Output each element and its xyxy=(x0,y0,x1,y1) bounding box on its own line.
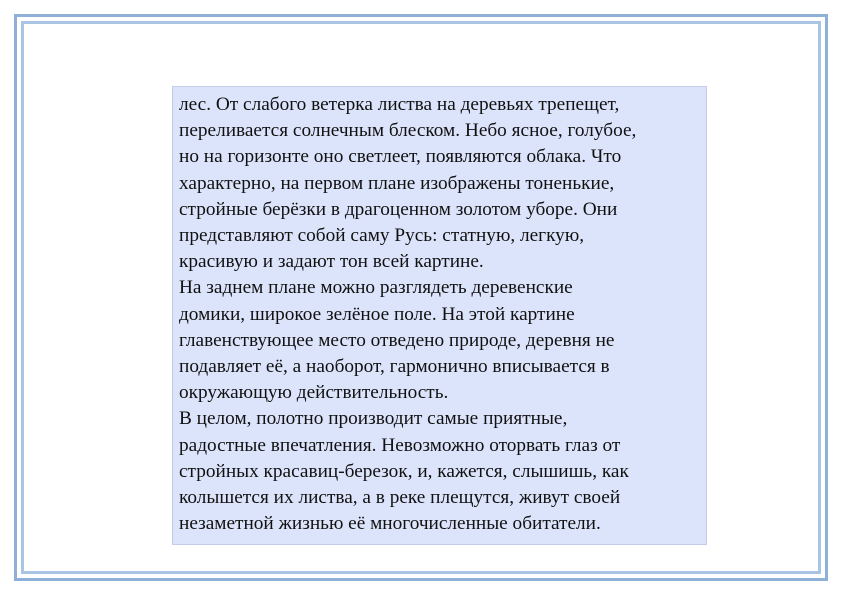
text-line: незаметной жизнью её многочисленные обитатели. xyxy=(179,513,601,535)
text-line: переливается солнечным блеском. Небо ясное, голубое, xyxy=(179,120,637,142)
text-line: лес. От слабого ветерка листва на деревьях трепещет, xyxy=(179,94,620,115)
text-line: главенствующее место отведено природе, деревня не xyxy=(179,329,615,351)
text-line: подавляет её, а наоборот, гармонично вписывается в xyxy=(179,356,610,378)
text-line: стройных красавиц-березок, и, кажется, слышишь, как xyxy=(179,460,629,482)
text-line: красивую и задают тон всей картине. xyxy=(179,251,484,273)
text-line: В целом, полотно производит самые приятные, xyxy=(179,408,568,430)
text-box xyxy=(172,86,707,545)
text-line: домики, широкое зелёное поле. На этой картине xyxy=(179,303,575,325)
text-line: характерно, на первом плане изображены тоненькие, xyxy=(179,172,615,194)
text-line: радостные впечатления. Невозможно оторвать глаз от xyxy=(179,434,621,456)
text-line: представляют собой саму Русь: статную, легкую, xyxy=(179,225,585,247)
text-line: стройные берёзки в драгоценном золотом уборе. Они xyxy=(179,198,618,220)
text-line: но на горизонте оно светлеет, появляются облака. Что xyxy=(179,146,622,168)
text-line: На заднем плане можно разглядеть деревенские xyxy=(179,277,573,299)
text-line: окружающую действительность. xyxy=(179,382,449,404)
text-line: колышется их листва, а в реке плещутся, живут своей xyxy=(179,487,621,509)
